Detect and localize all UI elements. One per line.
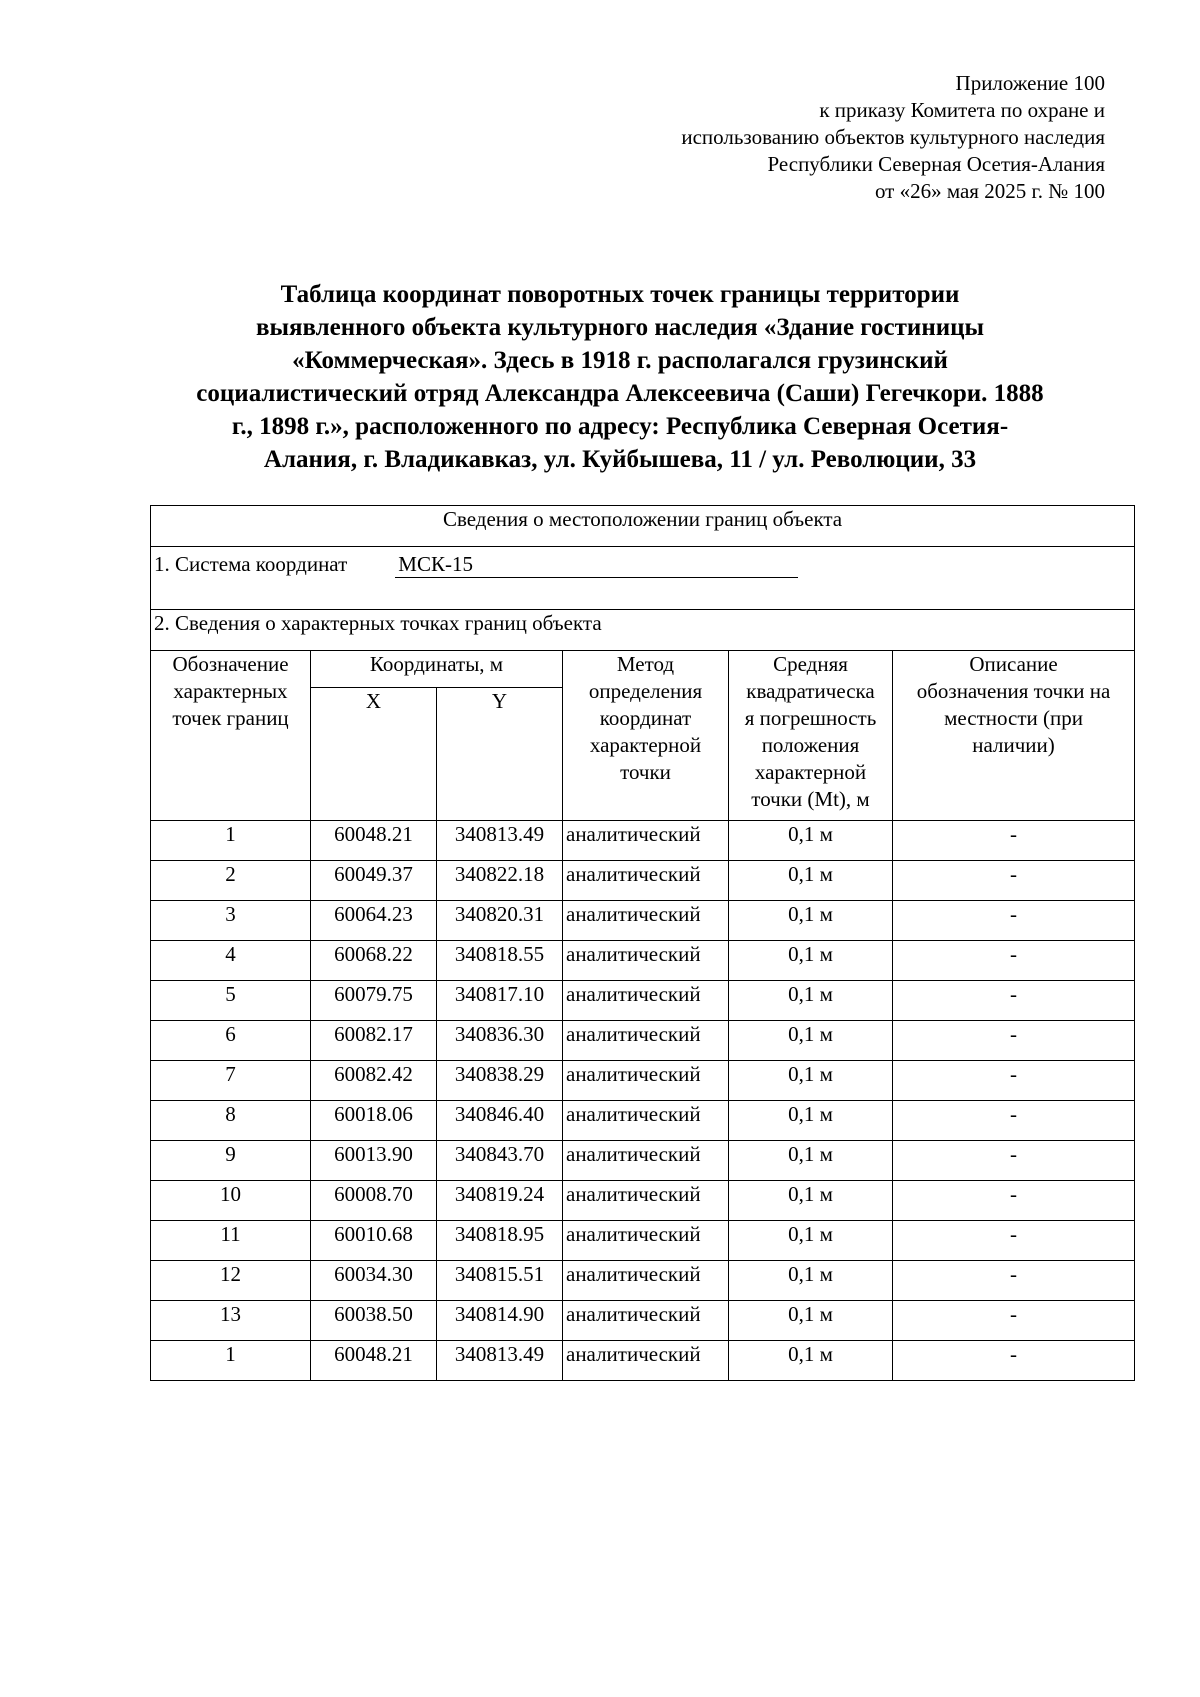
cell-y: 340836.30 <box>437 1021 563 1061</box>
header-line: местности (при <box>944 706 1083 730</box>
cell-description: - <box>893 1061 1135 1101</box>
cell-description: - <box>893 981 1135 1021</box>
appendix-block <box>505 70 1105 205</box>
header-description <box>893 651 1135 821</box>
cell-error: 0,1 м <box>729 1181 893 1221</box>
cell-y: 340818.55 <box>437 941 563 981</box>
cell-description: - <box>893 821 1135 861</box>
cell-x: 60082.17 <box>311 1021 437 1061</box>
table-row <box>151 1301 1135 1341</box>
cell-y: 340815.51 <box>437 1261 563 1301</box>
cell-error: 0,1 м <box>729 1021 893 1061</box>
table-row <box>151 1021 1135 1061</box>
cell-x: 60008.70 <box>311 1181 437 1221</box>
header-line: точек границ <box>172 706 289 730</box>
cell-y: 340817.10 <box>437 981 563 1021</box>
appendix-line: от «26» мая 2025 г. № 100 <box>874 179 1105 203</box>
table-row <box>151 981 1135 1021</box>
cell-point-number: 12 <box>151 1261 311 1301</box>
cell-y: 340843.70 <box>437 1141 563 1181</box>
cell-point-number: 2 <box>151 861 311 901</box>
cell-error: 0,1 м <box>729 1061 893 1101</box>
cell-point-number: 13 <box>151 1301 311 1341</box>
cell-description: - <box>893 1221 1135 1261</box>
cell-method: аналитический <box>563 1061 729 1101</box>
title-line: выявленного объекта культурного наследия «Здание гостиницы <box>255 314 985 341</box>
cell-method: аналитический <box>563 821 729 861</box>
cell-method: аналитический <box>563 1101 729 1141</box>
header-line: квадратическа <box>746 679 875 703</box>
header-line: характерной <box>754 760 867 784</box>
cell-y: 340818.95 <box>437 1221 563 1261</box>
header-x: X <box>311 688 437 821</box>
table-row <box>151 821 1135 861</box>
cell-method: аналитический <box>563 861 729 901</box>
table-row <box>151 1101 1135 1141</box>
cell-description: - <box>893 1021 1135 1061</box>
points-label: 2. Сведения о характерных точках границ объекта <box>151 610 1135 651</box>
cell-method: аналитический <box>563 981 729 1021</box>
appendix-line: использованию объектов культурного наследия <box>681 125 1105 149</box>
cell-error: 0,1 м <box>729 901 893 941</box>
cell-error: 0,1 м <box>729 861 893 901</box>
cell-x: 60010.68 <box>311 1221 437 1261</box>
cell-x: 60038.50 <box>311 1301 437 1341</box>
header-line: точки (Mt), м <box>751 787 870 811</box>
cell-x: 60079.75 <box>311 981 437 1021</box>
cell-method: аналитический <box>563 901 729 941</box>
coordinates-table <box>150 505 1135 1381</box>
cell-point-number: 7 <box>151 1061 311 1101</box>
appendix-line: Приложение 100 <box>955 71 1105 95</box>
table-row <box>151 1341 1135 1381</box>
cell-point-number: 1 <box>151 821 311 861</box>
cell-method: аналитический <box>563 1181 729 1221</box>
cell-x: 60034.30 <box>311 1261 437 1301</box>
table-row <box>151 1261 1135 1301</box>
cell-description: - <box>893 941 1135 981</box>
cell-point-number: 1 <box>151 1341 311 1381</box>
cell-description: - <box>893 901 1135 941</box>
header-line: положения <box>761 733 860 757</box>
cell-x: 60068.22 <box>311 941 437 981</box>
cell-error: 0,1 м <box>729 1341 893 1381</box>
table-row <box>151 1141 1135 1181</box>
title-line: социалистический отряд Александра Алексеевича (Саши) Гегечкори. 1888 <box>196 380 1044 407</box>
title-line: Таблица координат поворотных точек границы территории <box>280 281 960 308</box>
cell-method: аналитический <box>563 1021 729 1061</box>
cell-y: 340814.90 <box>437 1301 563 1341</box>
cell-y: 340813.49 <box>437 1341 563 1381</box>
cell-point-number: 8 <box>151 1101 311 1141</box>
cell-x: 60013.90 <box>311 1141 437 1181</box>
cell-description: - <box>893 1141 1135 1181</box>
cell-x: 60082.42 <box>311 1061 437 1101</box>
cell-y: 340822.18 <box>437 861 563 901</box>
cell-y: 340819.24 <box>437 1181 563 1221</box>
header-error <box>729 651 893 821</box>
cell-x: 60064.23 <box>311 901 437 941</box>
header-line: Описание <box>969 652 1058 676</box>
coord-system-value: МСК-15 <box>395 552 798 578</box>
table-row <box>151 1221 1135 1261</box>
header-line: обозначения точки на <box>916 679 1111 703</box>
cell-error: 0,1 м <box>729 941 893 981</box>
cell-point-number: 3 <box>151 901 311 941</box>
header-line: характерных <box>173 679 288 703</box>
cell-error: 0,1 м <box>729 1141 893 1181</box>
cell-x: 60049.37 <box>311 861 437 901</box>
cell-point-number: 6 <box>151 1021 311 1061</box>
cell-error: 0,1 м <box>729 1261 893 1301</box>
header-line: я погрешность <box>744 706 877 730</box>
section-title: Сведения о местоположении границ объекта <box>151 506 1135 547</box>
cell-method: аналитический <box>563 1221 729 1261</box>
cell-description: - <box>893 1341 1135 1381</box>
cell-x: 60048.21 <box>311 821 437 861</box>
cell-description: - <box>893 1101 1135 1141</box>
header-coordinates: Координаты, м <box>311 651 563 688</box>
table-row <box>151 1061 1135 1101</box>
header-y: Y <box>437 688 563 821</box>
cell-y: 340820.31 <box>437 901 563 941</box>
appendix-line: Республики Северная Осетия-Алания <box>767 152 1105 176</box>
cell-method: аналитический <box>563 1341 729 1381</box>
cell-description: - <box>893 1301 1135 1341</box>
header-line: Обозначение <box>172 652 289 676</box>
appendix-line: к приказу Комитета по охране и <box>819 98 1105 122</box>
cell-error: 0,1 м <box>729 1301 893 1341</box>
table-row <box>151 901 1135 941</box>
cell-method: аналитический <box>563 1301 729 1341</box>
cell-error: 0,1 м <box>729 981 893 1021</box>
cell-point-number: 9 <box>151 1141 311 1181</box>
cell-point-number: 10 <box>151 1181 311 1221</box>
cell-description: - <box>893 1181 1135 1221</box>
cell-method: аналитический <box>563 1141 729 1181</box>
cell-error: 0,1 м <box>729 1101 893 1141</box>
title-line: «Коммерческая». Здесь в 1918 г. располагался грузинский <box>292 347 948 374</box>
coord-system-row <box>151 547 1135 610</box>
cell-method: аналитический <box>563 1261 729 1301</box>
header-line: наличии) <box>972 733 1055 757</box>
header-line: координат <box>599 706 692 730</box>
coord-system-label: 1. Система координат <box>154 552 348 576</box>
title-line: г., 1898 г.», расположенного по адресу: Республика Северная Осетия- <box>231 413 1009 440</box>
header-line: Средняя <box>773 652 848 676</box>
table-row <box>151 941 1135 981</box>
table-row <box>151 861 1135 901</box>
cell-y: 340813.49 <box>437 821 563 861</box>
cell-description: - <box>893 861 1135 901</box>
header-line: характерной <box>589 733 702 757</box>
cell-method: аналитический <box>563 941 729 981</box>
cell-y: 340846.40 <box>437 1101 563 1141</box>
cell-x: 60048.21 <box>311 1341 437 1381</box>
cell-description: - <box>893 1261 1135 1301</box>
cell-point-number: 5 <box>151 981 311 1021</box>
cell-point-number: 11 <box>151 1221 311 1261</box>
cell-x: 60018.06 <box>311 1101 437 1141</box>
header-designation <box>151 651 311 821</box>
cell-point-number: 4 <box>151 941 311 981</box>
cell-error: 0,1 м <box>729 1221 893 1261</box>
cell-error: 0,1 м <box>729 821 893 861</box>
header-line: Метод <box>616 652 675 676</box>
table-row <box>151 1181 1135 1221</box>
header-line: точки <box>620 760 671 784</box>
cell-y: 340838.29 <box>437 1061 563 1101</box>
header-method <box>563 651 729 821</box>
title-line: Алания, г. Владикавказ, ул. Куйбышева, 11 / ул. Революции, 33 <box>263 446 977 473</box>
document-title <box>140 278 1100 476</box>
header-line: определения <box>588 679 703 703</box>
